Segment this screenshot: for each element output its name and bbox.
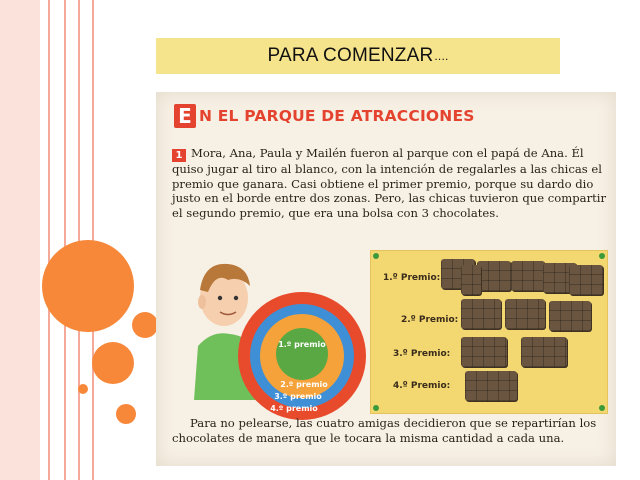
pin-icon	[599, 253, 605, 259]
exercise-paragraph	[172, 146, 608, 220]
exercise-number: 1	[172, 149, 186, 162]
chocolate-bar	[505, 299, 545, 329]
pin-icon	[599, 405, 605, 411]
target-label-4: 4.º premio	[270, 404, 318, 413]
prize-label-1: 1.º Premio:	[383, 273, 441, 283]
chocolate-bar	[549, 301, 591, 331]
decorative-circle	[132, 312, 158, 338]
pin-icon	[373, 253, 379, 259]
decorative-circle-small	[78, 384, 88, 394]
chocolate-bar	[465, 371, 517, 401]
chocolate-bar	[461, 265, 481, 295]
decorative-line	[48, 0, 50, 480]
paragraph-1: Mora, Ana, Paula y Mailén fueron al parque con el papá de Ana. Él quiso jugar al tiro al blanco, con la intención de regalarles a las chicas el premio que ganara. Casi obtiene el primer premio, porque su dardo dio justo en el borde entre dos zonas. Pero, las chicas tuvieron que compartir el segundo premio, que era una bolsa con 3 chocolates.	[172, 146, 607, 220]
heading-text: N EL PARQUE DE ATRACCIONES	[199, 107, 475, 125]
prize-label-2: 2.º Premio:	[401, 315, 459, 325]
prize-board	[370, 250, 608, 414]
decorative-circle	[92, 342, 134, 384]
target-center	[276, 328, 328, 380]
decorative-circle	[116, 404, 136, 424]
target-label-3: 3.º premio	[274, 392, 322, 401]
pin-icon	[373, 405, 379, 411]
chocolate-bar	[477, 261, 511, 291]
slide-title: PARA COMENZAR	[267, 45, 434, 66]
prize-label-3: 3.º Premio:	[393, 349, 451, 359]
page-heading	[174, 104, 475, 128]
heading-initial: E	[174, 104, 196, 128]
left-decorative-band	[0, 0, 40, 480]
chocolate-bar	[569, 265, 603, 295]
chocolate-bar	[461, 337, 507, 367]
target-label-1: 1.º premio	[278, 340, 326, 349]
decorative-circle-large	[42, 240, 134, 332]
paragraph-2: Para no pelearse, las cuatro amigas decidieron que se repartirían los chocolates de manera que le tocara la misma cantidad a cada una.	[172, 416, 597, 445]
target-label-2: 2.º premio	[280, 380, 328, 389]
chocolate-bar	[511, 261, 545, 291]
prize-label-4: 4.º Premio:	[393, 381, 451, 391]
book-page-image	[156, 92, 616, 466]
title-banner	[156, 38, 560, 74]
decorative-line	[64, 0, 66, 480]
slide-title-dots: ....	[434, 49, 449, 63]
chocolate-bar	[521, 337, 567, 367]
chocolate-bar	[461, 299, 501, 329]
